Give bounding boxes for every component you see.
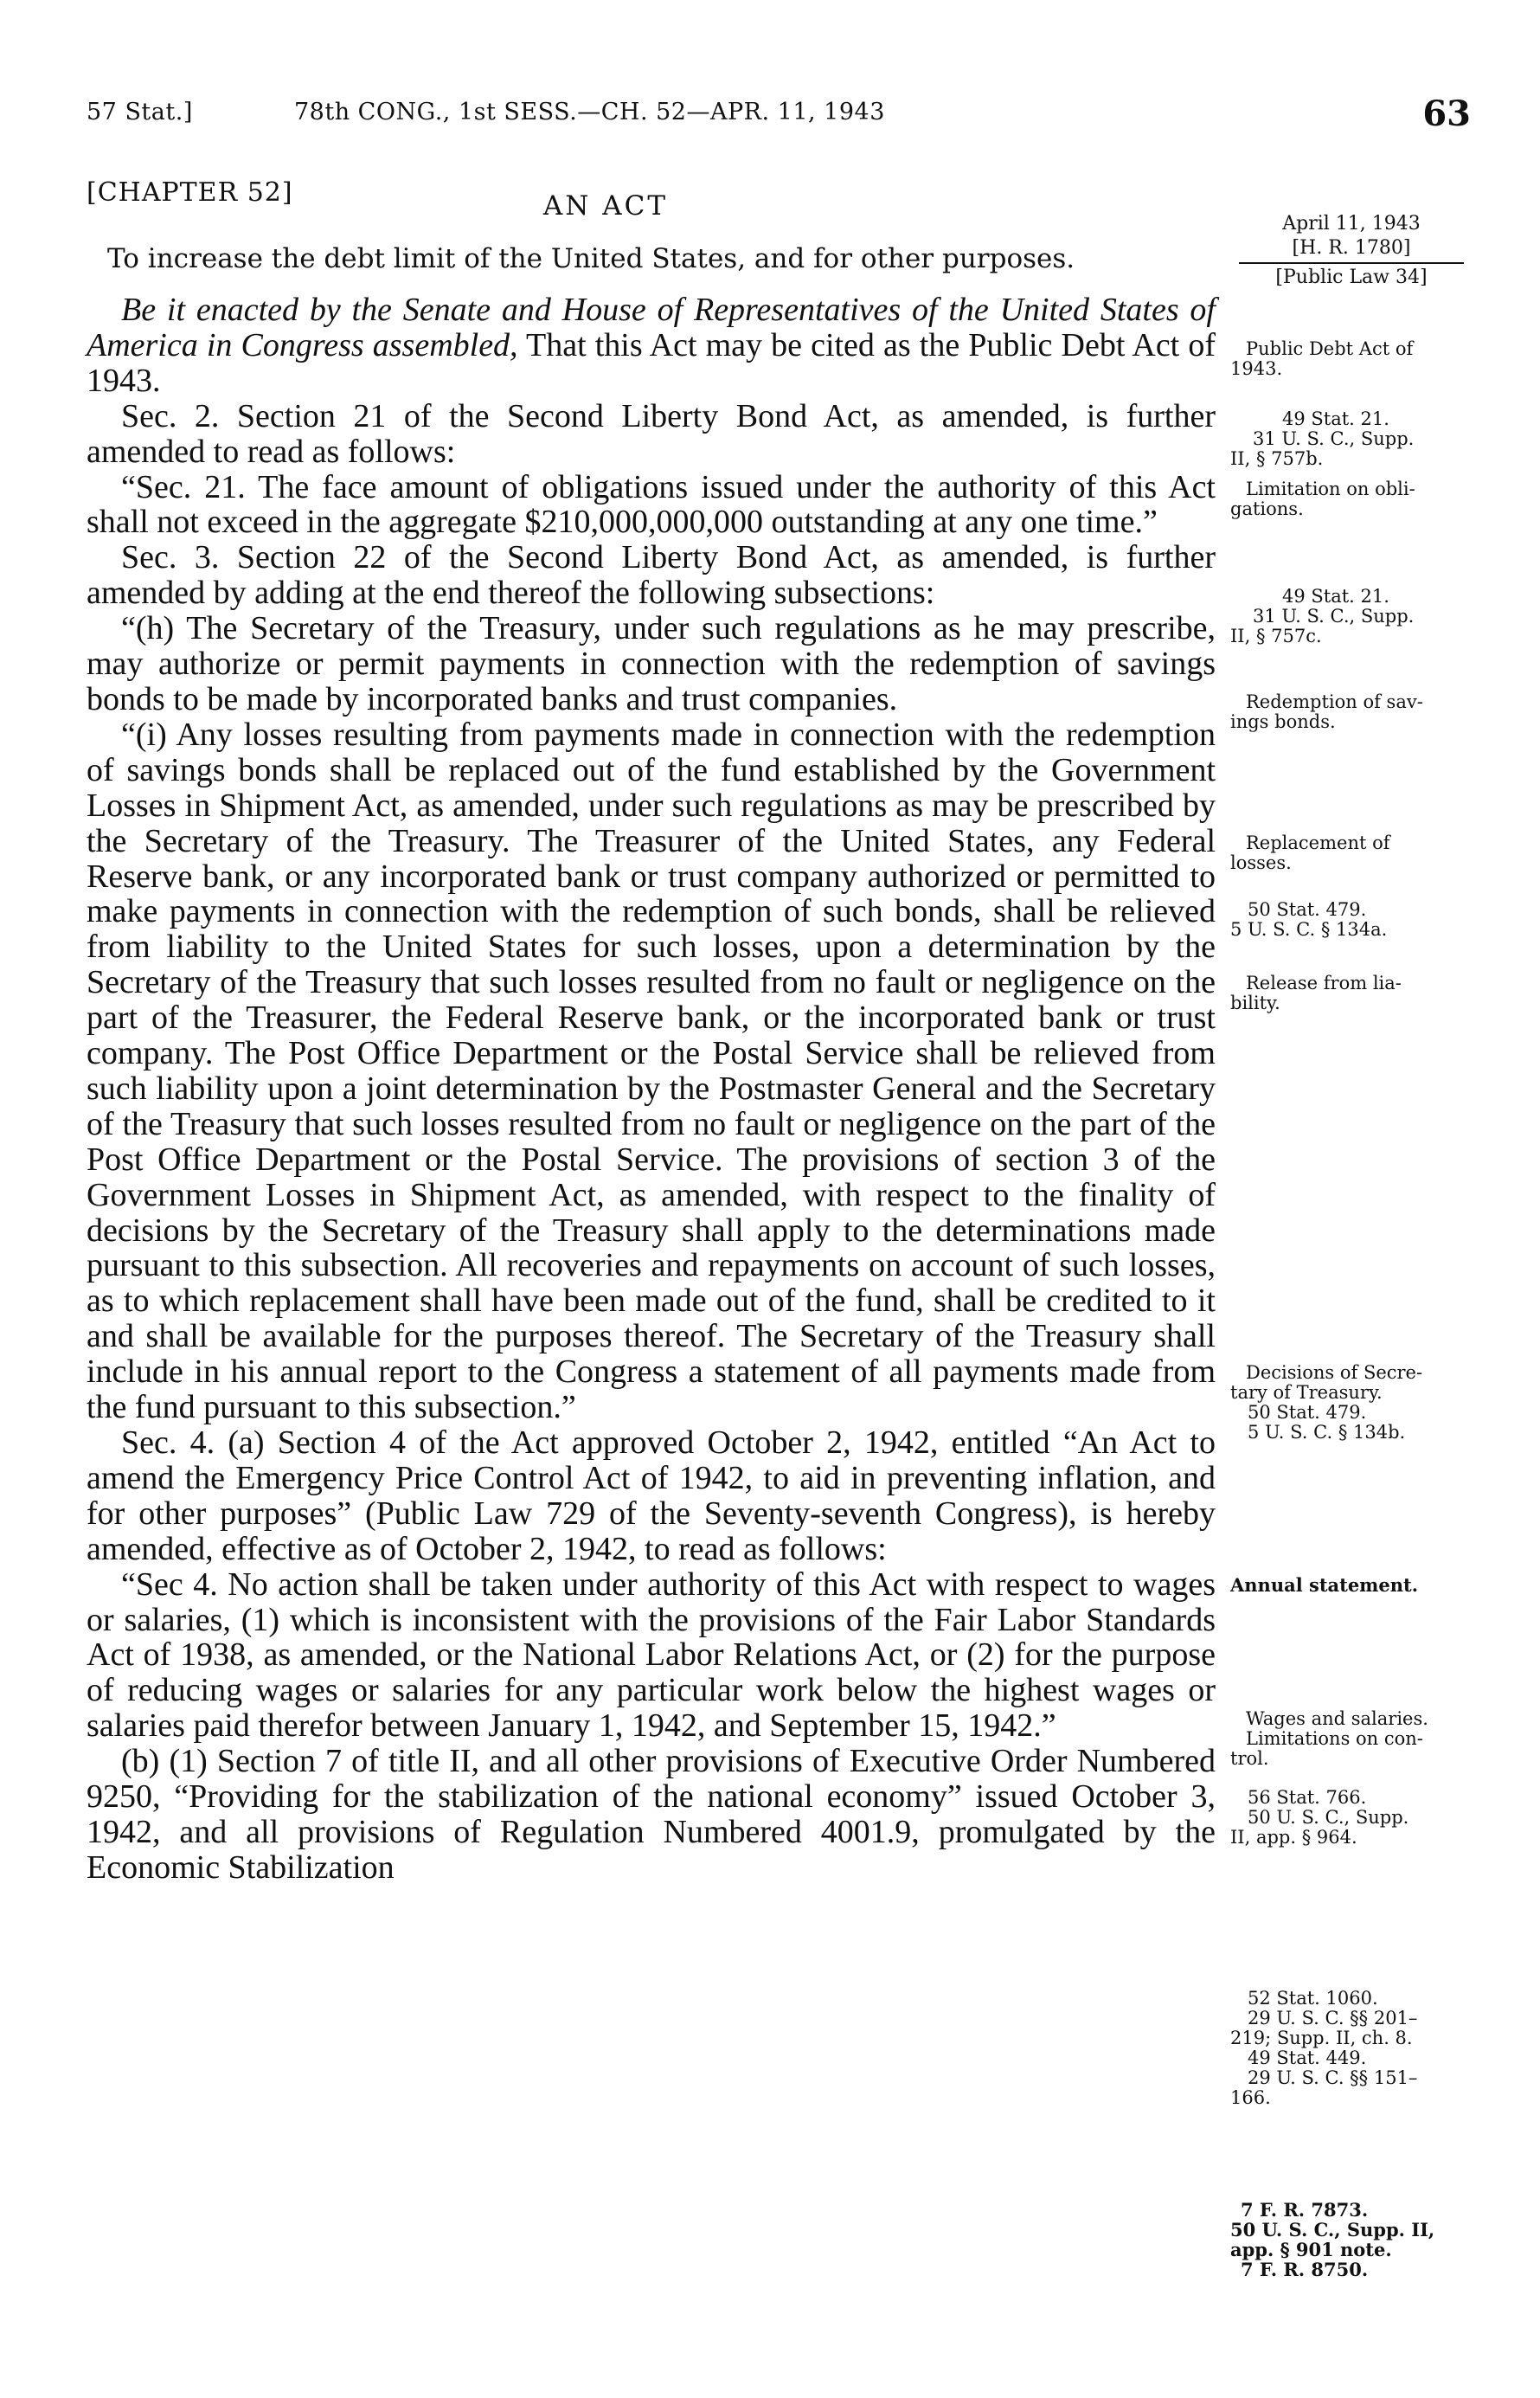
bill-number: [H. R. 1780]: [1292, 237, 1411, 259]
public-law-number: [Public Law 34]: [1275, 267, 1428, 288]
enacting-clause: [87, 293, 1216, 399]
section-21-quote: “Sec. 21. The face amount of obligations issued under the authority of this Act shall not exceed in the aggregate $210,000,000,000 outstanding at any one time.”: [87, 468, 1216, 541]
page-number: 63: [1422, 93, 1471, 134]
note-replacement: Replacement of losses.: [1230, 833, 1390, 873]
enactment-date: April 11, 1943: [1282, 213, 1421, 235]
note-wages-salaries: Wages and salaries. Limitations on con- trol.: [1230, 1708, 1428, 1769]
note-annual-statement: Annual statement.: [1230, 1574, 1419, 1596]
subsection-i: “(i) Any losses resulting from payments made in connection with the redemption of savings bonds shall be replaced out of the fund established by the Government Losses in Shipment Act, as amended, under such regulations as may be prescribed by the Secretary of the Treasury. The Treasurer of the United States, any Federal Reserve bank, or any incorporated bank or trust company authorized or permitted to make payments in connection with the redemption of such bonds, shall be relieved from liability to the United States for such losses, upon a determination by the Secretary of the Treasury that such losses resulted from no fault or negligence on the part of the Treasurer, the Federal Reserve bank, or the incorporated bank or trust company. The Post Office Department or the Postal Service shall be relieved from such liability upon a joint determination by the Postmaster General and the Secretary of the Treasury that such losses resulted from no fault or negligence on the part of the Post Office Department or the Postal Service. The provisions of section 3 of the Government Losses in Shipment Act, as amended, with respect to the finality of decisions by the Secretary of the Treasury shall apply to the determinations made pursuant to this subsection. All recoveries and repayments on account of such losses, as to which replacement shall have been made out of the fund, shall be credited to it and shall be available for the purposes thereof. The Secretary of the Treasury shall include in his annual report to the Congress a statement of all payments made from the fund pursuant to this subsection.”: [87, 716, 1216, 1426]
note-stat-766: 56 Stat. 766. 50 U. S. C., Supp. II, app. § 964.: [1230, 1787, 1409, 1848]
section-3: Sec. 3. Section 22 of the Second Liberty Bond Act, as amended, is further amended by adding at the end thereof the following subsections:: [87, 539, 1216, 612]
note-sec3-citation: 49 Stat. 21. 31 U. S. C., Supp. II, § 757c.: [1230, 586, 1415, 646]
section-2: Sec. 2. Section 21 of the Second Liberty Bond Act, as amended, is further amended to read as follows:: [87, 397, 1216, 470]
note-redemption: Redemption of sav- ings bonds.: [1230, 691, 1423, 732]
session-chapter-date: 78th CONG., 1st SESS.—CH. 52—APR. 11, 1943: [294, 99, 885, 125]
sidebar-rule: [1239, 262, 1464, 264]
enactment-sidebar: [1230, 212, 1473, 290]
running-header: [87, 93, 1471, 145]
act-heading: AN ACT: [542, 190, 669, 222]
note-limitation: Limitation on obli- gations.: [1230, 479, 1415, 519]
short-title: That this Act may be cited as the Public Debt Act of 1943.: [87, 326, 1216, 399]
section-4a: Sec. 4. (a) Section 4 of the Act approved October 2, 1942, entitled “An Act to amend the Emergency Price Control Act of 1942, to aid in preventing inflation, and for other purposes” (Public Law 729 of the Seventy-seventh Congress), is hereby amended, effective as of October 2, 1942, to read as follows:: [87, 1424, 1216, 1567]
note-public-debt-act: Public Debt Act of 1943.: [1230, 338, 1414, 379]
act-body: [87, 293, 1216, 1886]
note-labor-citations: 52 Stat. 1060. 29 U. S. C. §§ 201– 219; Supp. II, ch. 8. 49 Stat. 449. 29 U. S. C. §§ 151– 166.: [1230, 1988, 1418, 2108]
note-stat-479-a: 50 Stat. 479. 5 U. S. C. § 134a.: [1230, 899, 1388, 940]
note-federal-register: 7 F. R. 7873. 50 U. S. C., Supp. II, app. § 901 note. 7 F. R. 8750.: [1230, 2199, 1435, 2280]
volume-citation: 57 Stat.]: [87, 99, 193, 125]
enacting-formula: Be it enacted by the Senate and House of Representatives of the United States of America in Congress assembled,: [87, 292, 1216, 363]
note-decisions: Decisions of Secre- tary of Treasury. 50 Stat. 479. 5 U. S. C. § 134b.: [1230, 1362, 1423, 1443]
act-purpose: To increase the debt limit of the United States, and for other purposes.: [107, 243, 1075, 274]
note-release: Release from lia- bility.: [1230, 973, 1402, 1013]
section-4b: (b) (1) Section 7 of title II, and all other provisions of Executive Order Numbered 9250, “Providing for the stabilization of the national economy” issued October 3, 1942, and all provisions of Regulation Numbered 4001.9, promulgated by the Economic Stabilization: [87, 1743, 1216, 1886]
chapter-label: [CHAPTER 52]: [87, 177, 293, 208]
note-sec2-citation: 49 Stat. 21. 31 U. S. C., Supp. II, § 757b.: [1230, 408, 1415, 469]
subsection-h: “(h) The Secretary of the Treasury, under such regulations as he may prescribe, may authorize or permit payments in connection with the redemption of savings bonds to be made by incorporated banks and trust companies.: [87, 610, 1216, 717]
section-4-quote: “Sec 4. No action shall be taken under authority of this Act with respect to wages or salaries, (1) which is inconsistent with the provisions of the Fair Labor Standards Act of 1938, as amended, or the National Labor Relations Act, or (2) for the purpose of reducing wages or salaries for any particular work below the highest wages or salaries paid therefor between January 1, 1942, and September 15, 1942.”: [87, 1565, 1216, 1745]
